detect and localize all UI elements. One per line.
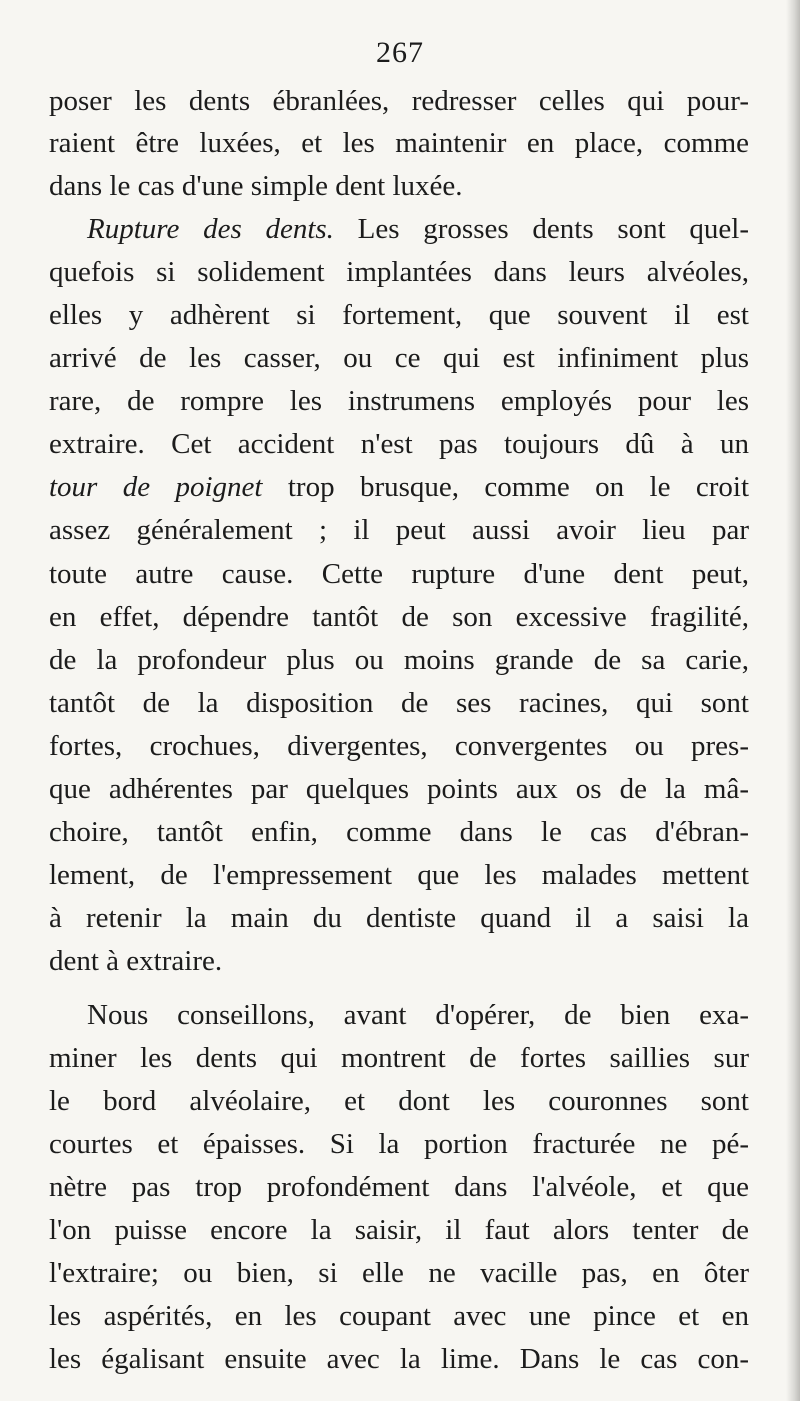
- line-text: les aspérités, en les coupant avec une pince et en: [49, 1300, 749, 1332]
- line-text: elles y adhèrent si fortement, que souvent il est: [49, 299, 749, 331]
- text-line: [49, 725, 749, 767]
- line-text: Les grosses dents sont quel-: [333, 213, 749, 245]
- text-line: [49, 553, 749, 595]
- text-line: [49, 208, 749, 250]
- text-line: [49, 940, 749, 982]
- line-text: l'on puisse encore la saisir, il faut alors tenter de: [49, 1214, 749, 1246]
- text-line: [49, 1252, 749, 1294]
- text-line: [49, 854, 749, 896]
- text-line: [49, 509, 749, 551]
- text-line: [49, 639, 749, 681]
- line-text: que adhérentes par quelques points aux os de la mâ-: [49, 773, 749, 805]
- italic-phrase: tour de poignet: [49, 471, 263, 503]
- text-line: [49, 1338, 749, 1380]
- text-line: [49, 811, 749, 853]
- line-text: extraire. Cet accident n'est pas toujours dû à un: [49, 428, 749, 460]
- line-text: courtes et épaisses. Si la portion fracturée ne pé-: [49, 1128, 749, 1160]
- line-text: tantôt de la disposition de ses racines, qui sont: [49, 687, 749, 719]
- page-edge-shadow: [786, 0, 800, 1401]
- line-text: assez généralement ; il peut aussi avoir lieu par: [49, 514, 749, 546]
- line-text: l'extraire; ou bien, si elle ne vacille pas, en ôter: [49, 1257, 749, 1289]
- text-line: [49, 1166, 749, 1208]
- line-text: choire, tantôt enfin, comme dans le cas d'ébran-: [49, 816, 749, 848]
- text-line: [49, 1295, 749, 1337]
- page-number: 267: [376, 36, 424, 69]
- text-line: [49, 897, 749, 939]
- line-text: toute autre cause. Cette rupture d'une dent peut,: [49, 558, 749, 590]
- text-line: [49, 466, 749, 508]
- text-line: [49, 165, 749, 207]
- line-text: à retenir la main du dentiste quand il a saisi la: [49, 902, 749, 934]
- text-line: [49, 1209, 749, 1251]
- text-line: [49, 994, 749, 1036]
- line-text: raient être luxées, et les maintenir en place, comme: [49, 127, 749, 159]
- text-line: [49, 337, 749, 379]
- text-line: [49, 251, 749, 293]
- text-line: [49, 1123, 749, 1165]
- text-line: [49, 682, 749, 724]
- text-line: [49, 768, 749, 810]
- line-text: quefois si solidement implantées dans leurs alvéoles,: [49, 256, 749, 288]
- line-text: dans le cas d'une simple dent luxée.: [49, 170, 463, 202]
- text-line: [49, 596, 749, 638]
- italic-phrase: Rupture des dents.: [87, 213, 334, 245]
- text-line: [49, 380, 749, 422]
- line-text: rare, de rompre les instrumens employés pour les: [49, 385, 749, 417]
- line-text: fortes, crochues, divergentes, convergentes ou pres-: [49, 730, 749, 762]
- text-line: [49, 122, 749, 164]
- line-text: nètre pas trop profondément dans l'alvéole, et que: [49, 1171, 749, 1203]
- line-text: dent à extraire.: [49, 945, 223, 977]
- line-text: de la profondeur plus ou moins grande de sa carie,: [49, 644, 749, 676]
- line-text: poser les dents ébranlées, redresser celles qui pour-: [49, 85, 749, 117]
- text-line: [49, 423, 749, 465]
- line-text: miner les dents qui montrent de fortes saillies sur: [49, 1042, 749, 1074]
- line-text: lement, de l'empressement que les malades mettent: [49, 859, 749, 891]
- text-line: [49, 1080, 749, 1122]
- line-text: les égalisant ensuite avec la lime. Dans le cas con-: [49, 1343, 749, 1375]
- line-text: Nous conseillons, avant d'opérer, de bien exa-: [87, 999, 749, 1031]
- line-text: trop brusque, comme on le croit: [262, 471, 750, 503]
- line-text: le bord alvéolaire, et dont les couronnes sont: [49, 1085, 749, 1117]
- line-text: arrivé de les casser, ou ce qui est infiniment plus: [49, 342, 749, 374]
- text-line: [49, 294, 749, 336]
- text-line: [49, 80, 749, 122]
- line-text: en effet, dépendre tantôt de son excessive fragilité,: [49, 601, 749, 633]
- text-line: [49, 1037, 749, 1079]
